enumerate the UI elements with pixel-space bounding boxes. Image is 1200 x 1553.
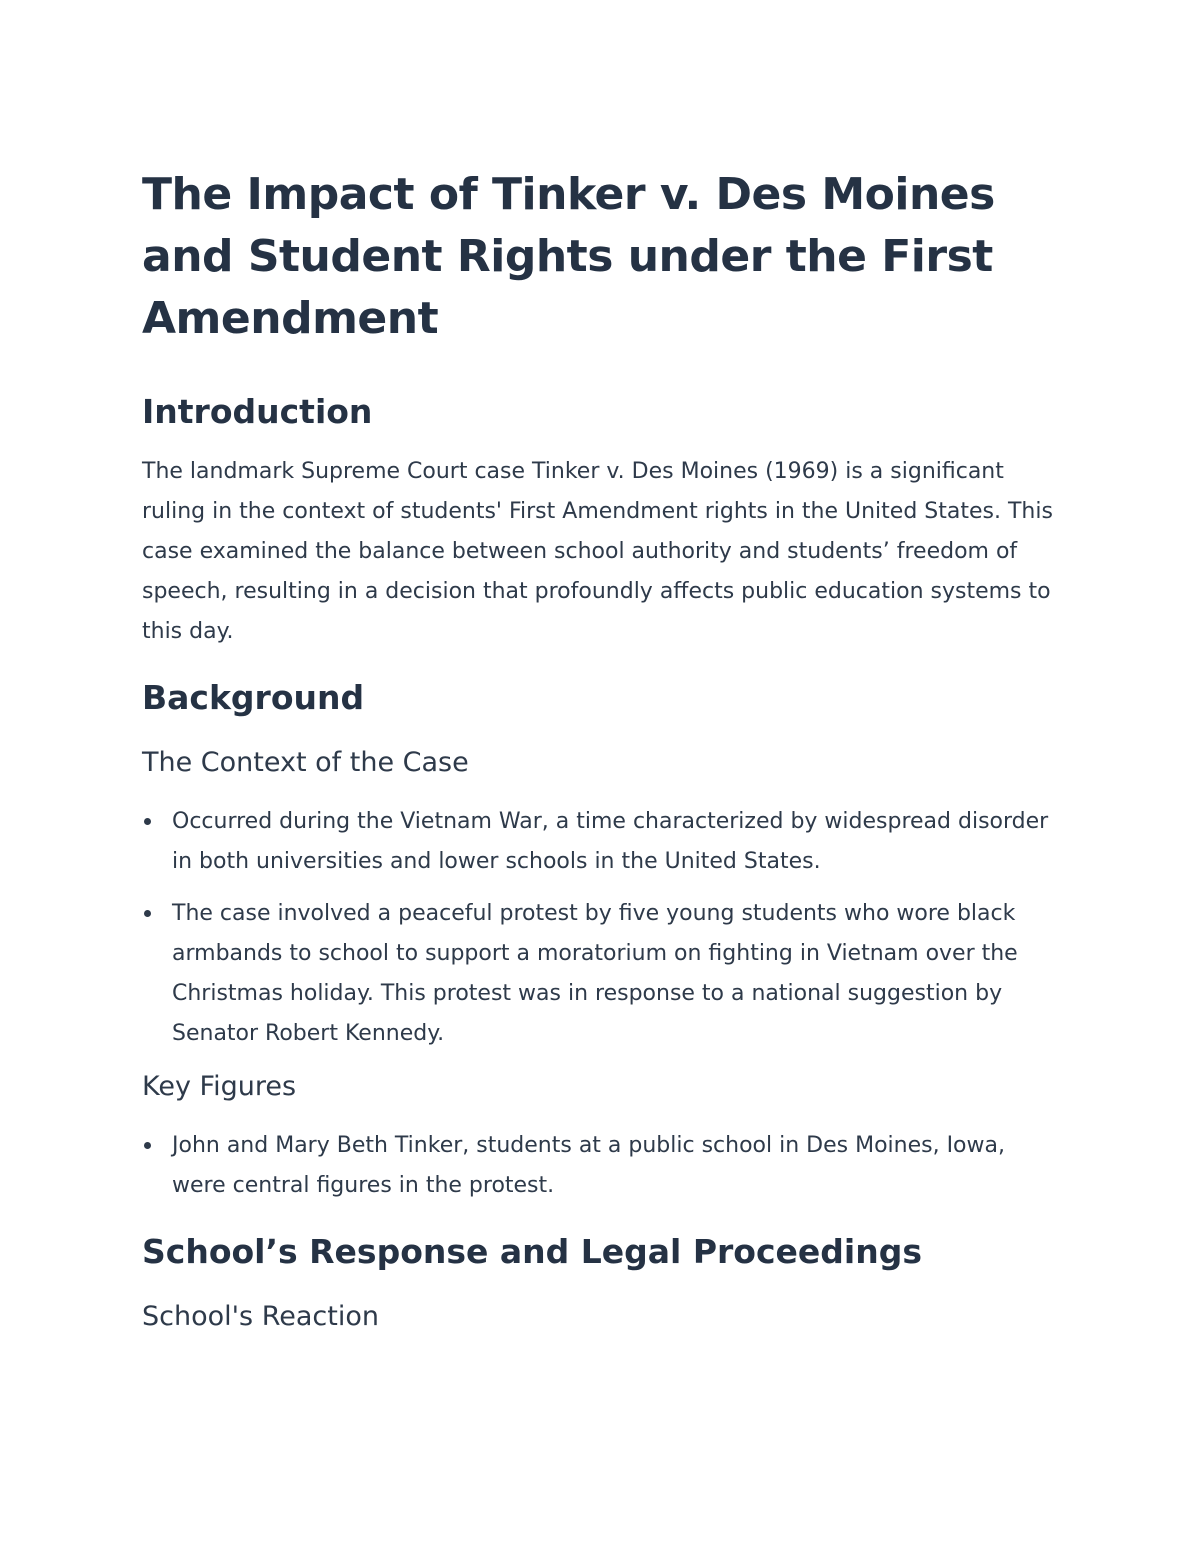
context-list [142,802,1062,1054]
list-item-text: The case involved a peaceful protest by five young students who wore black armbands to school to support a moratorium on fighting in Vietnam over the Christmas holiday. This protest was in response to a national suggestion by Senator Robert Kennedy. [172,901,1018,1046]
list-item-text: Occurred during the Vietnam War, a time characterized by widespread disorder in both universities and lower schools in the United States. [172,809,1049,874]
list-item [142,802,1062,882]
heading-introduction: Introduction [142,392,373,431]
bullet-icon [144,818,151,825]
bullet-icon [144,910,151,917]
document-title: The Impact of Tinker v. Des Moines and Student Rights under the First Amendment [142,169,995,344]
heading-background: Background [142,678,365,717]
bullet-icon [144,1142,151,1149]
key-figures-list [142,1126,1062,1206]
subheading-key-figures: Key Figures [142,1071,297,1102]
list-item-text: John and Mary Beth Tinker, students at a public school in Des Moines, Iowa, were central figures in the protest. [172,1133,1005,1198]
subheading-context: The Context of the Case [142,747,469,778]
list-item [142,1126,1062,1206]
introduction-paragraph: The landmark Supreme Court case Tinker v. Des Moines (1969) is a significant ruling in the context of students' First Amendment rights in the United States. This case examined the balance between school authority and students’ freedom of speech, resulting in a decision that profoundly affects public education systems to this day. [142,459,1053,644]
heading-school-response: School’s Response and Legal Proceedings [142,1232,922,1271]
document-page [142,164,1062,1336]
list-item [142,894,1062,1054]
subheading-school-reaction: School's Reaction [142,1301,379,1332]
